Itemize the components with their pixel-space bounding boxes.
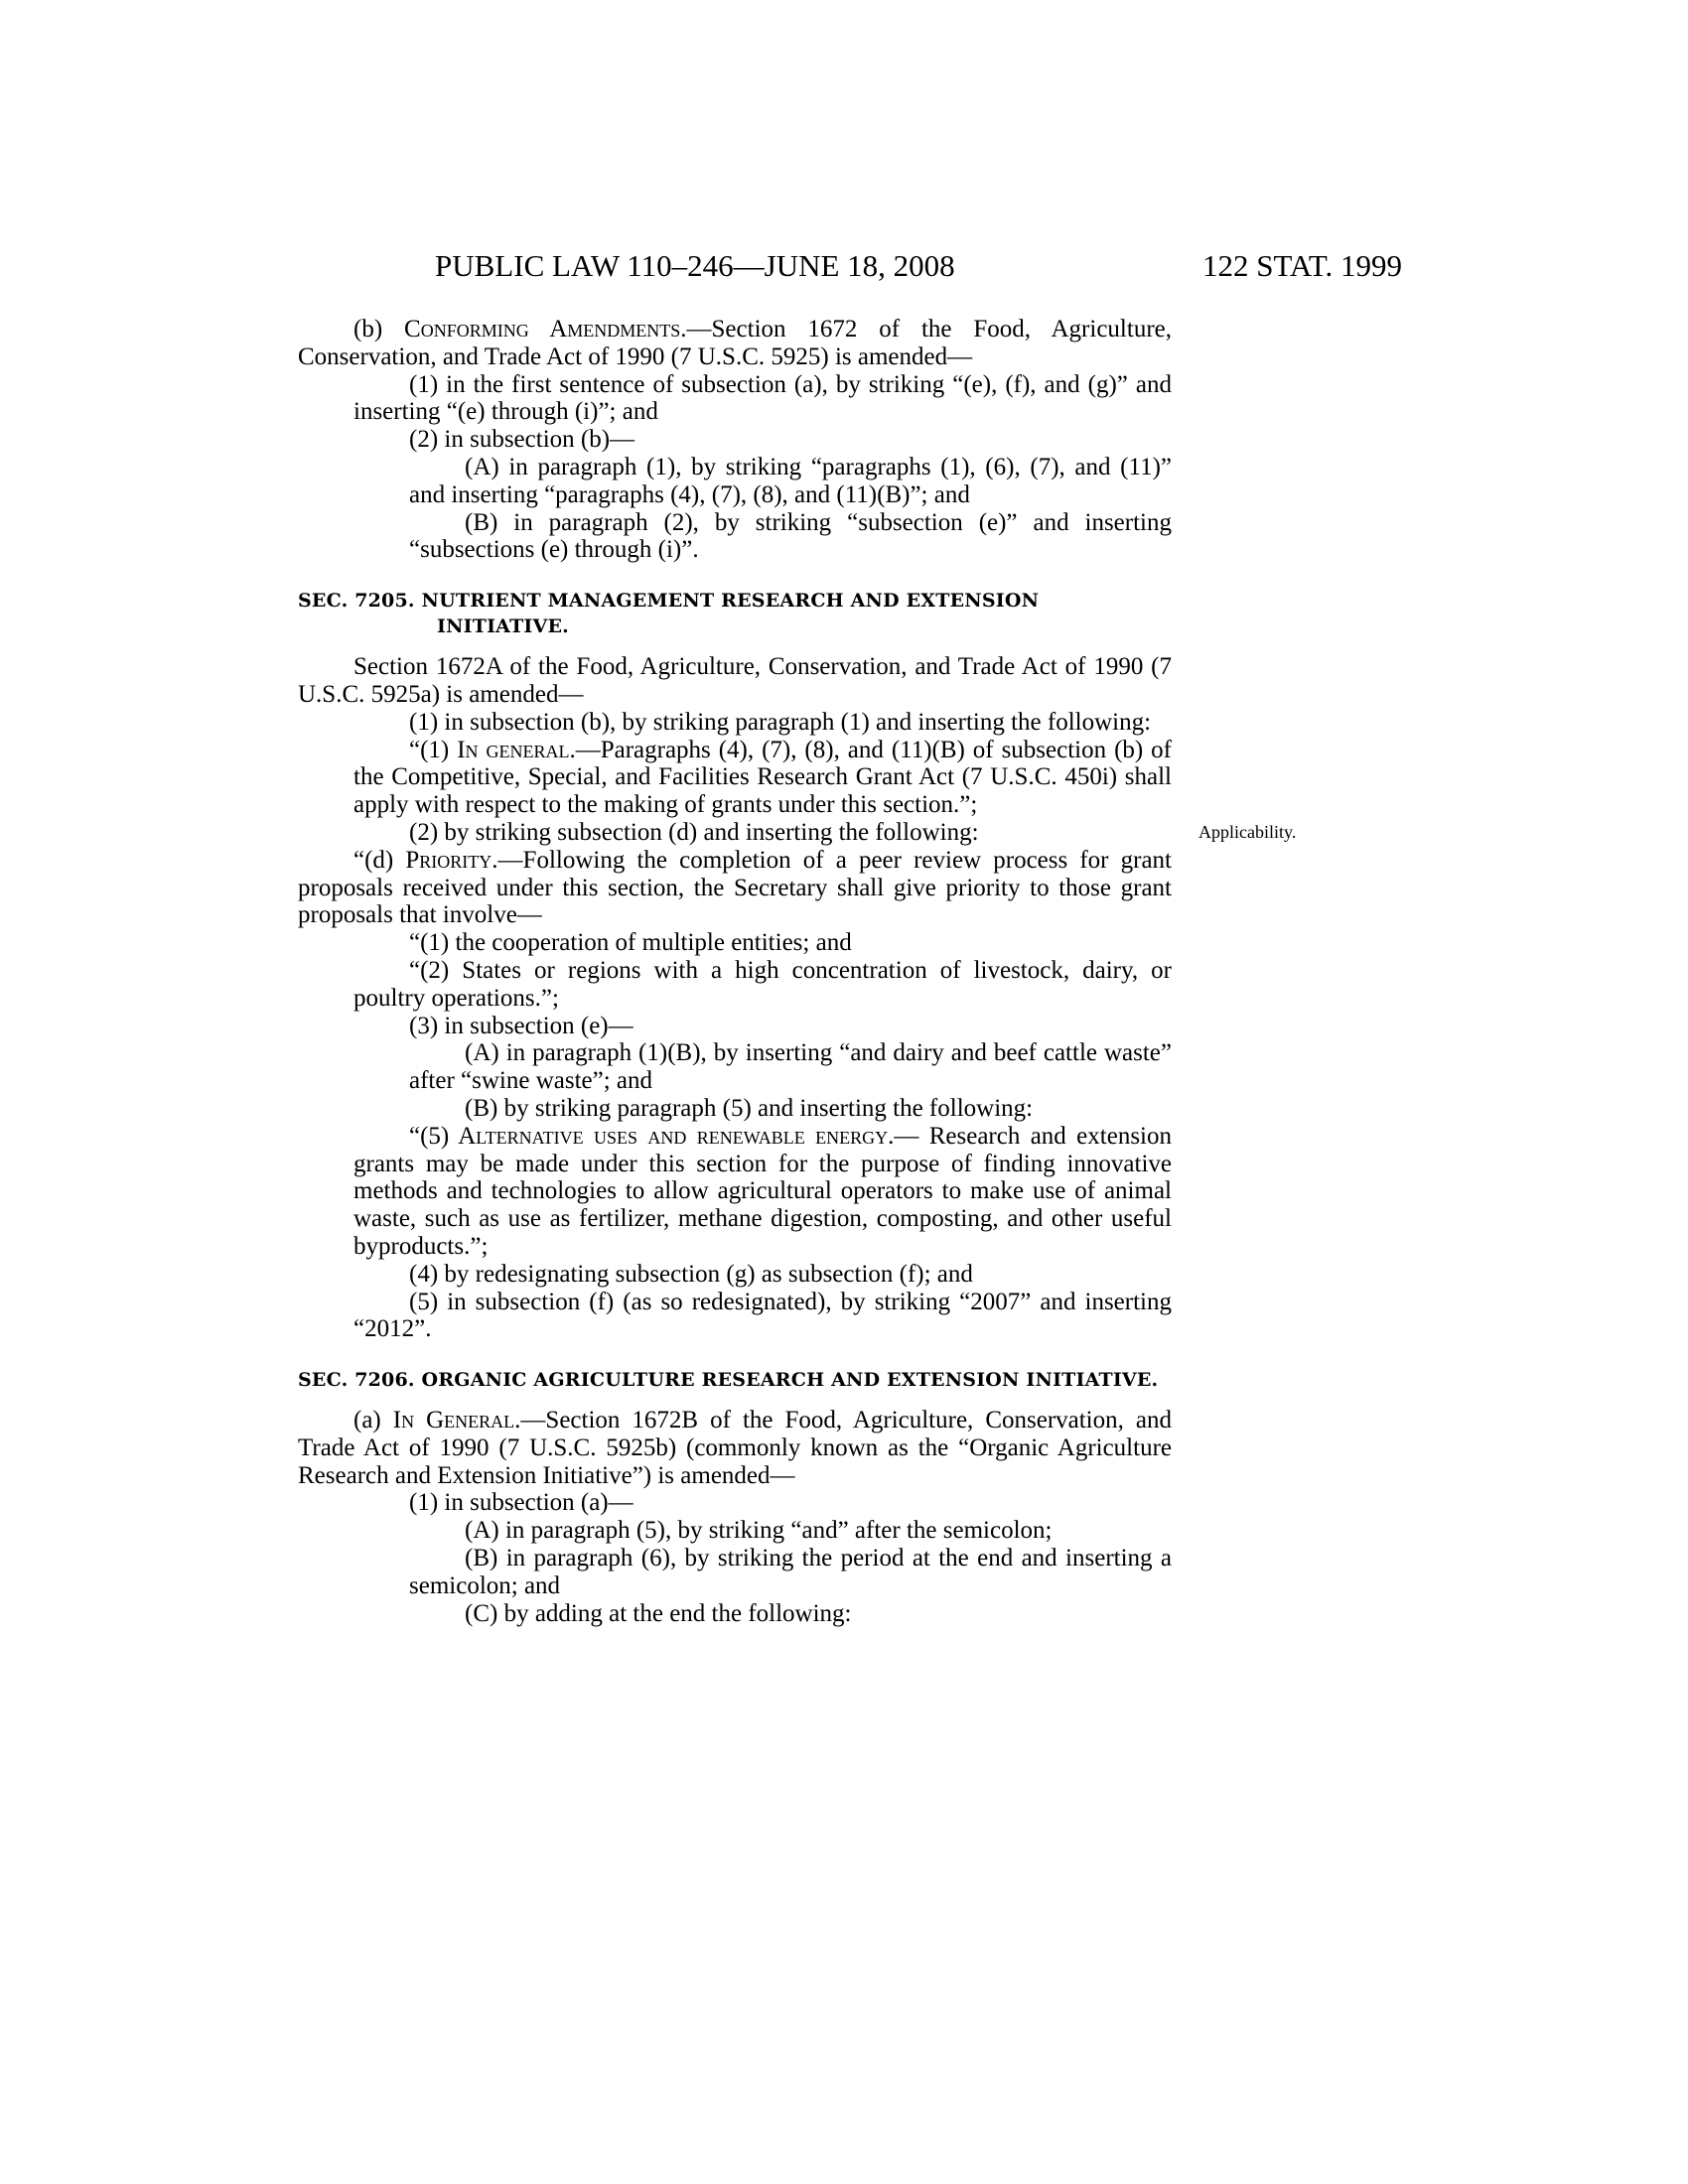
conforming-amendments-paragraph (298, 316, 1172, 371)
subsection-heading-sc: n (401, 1407, 415, 1434)
section-7206-clause-1a: (A) in paragraph (5), by striking “and” after the semicolon; (465, 1517, 1053, 1545)
subsection-text: .—Section 1672B of the Food, Agriculture, Conservation, and Trade Act of 1990 (7 U.S.C. 5925b) (commonly known as the “Organic Agriculture Research and Extension Initiative”) is amended— (298, 1407, 1172, 1489)
quoted-heading-sc: lternative uses and renewable energy (476, 1122, 889, 1150)
subsection-text: .—Section 1672 of the Food, Agriculture, Conservation, and Trade Act of 1990 (7 U.S.C. 5925) is amended— (298, 316, 1172, 370)
quoted-text: .—Paragraphs (4), (7), (8), and (11)(B) of subsection (b) of the Competitive, Special, and Facilities Research Grant Act (7 U.S.C. 450i) shall apply with respect to the making of grants under this section.”; (353, 736, 1172, 819)
section-7206-clause-1b: (B) in paragraph (6), by striking the period at the end and inserting a semicolon; and (409, 1545, 1172, 1599)
section-7205-clause-1: (1) in subsection (b), by striking paragraph (1) and inserting the following: (409, 708, 1152, 736)
subsection-label: (a) I (353, 1407, 402, 1434)
subsection-heading-sc: mendments (567, 316, 681, 342)
clause-b2b: (B) in paragraph (2), by striking “subsection (e)” and inserting “subsections (e) through (i)”. (409, 508, 1172, 564)
clause-b2a: (A) in paragraph (1), by striking “paragraphs (1), (6), (7), and (11)” and inserting “paragraphs (4), (7), (8), and (11)(B)”; and (409, 453, 1172, 508)
quoted-label: “(1) I (409, 736, 466, 763)
quoted-label: “(d) P (353, 846, 420, 874)
section-7205-clause-4: (4) by redesignating subsection (g) as subsection (f); and (409, 1260, 973, 1288)
quoted-label: “(5) A (409, 1122, 477, 1150)
section-7205-clause-3b: (B) by striking paragraph (5) and inserting the following: (465, 1094, 1034, 1122)
margin-note-applicability: Applicability. (1198, 822, 1297, 842)
section-7205-quoted-1 (298, 737, 1172, 819)
header-title: PUBLIC LAW 110–246—JUNE 18, 2008 (435, 248, 955, 283)
section-7206-clause-1c: (C) by adding at the end the following: (465, 1599, 852, 1627)
quoted-text: .— Research and extension grants may be made under this section for the purpose of finding innovative methods and technologies to allow agricultural operators to make use of animal waste, such as use as fertilizer, methane digestion, composting, and other useful byproducts.”; (353, 1122, 1172, 1260)
clause-b1: (1) in the first sentence of subsection (a), by striking “(e), (f), and (g)” and inserting “(e) through (i)”; and (353, 370, 1172, 426)
section-7205-heading: SEC. 7205. NUTRIENT MANAGEMENT RESEARCH AND EXTENSION INITIATIVE. (298, 590, 1040, 638)
section-7205-clause-5: (5) in subsection (f) (as so redesignated), by striking “2007” and inserting “2012”. (353, 1288, 1172, 1343)
section-7205-priority-1: “(1) the cooperation of multiple entities; and (409, 929, 852, 957)
page-body (298, 316, 1172, 1627)
quoted-text: .—Following the completion of a peer review process for grant proposals received under this section, the Secretary shall give priority to those grant proposals that involve— (298, 846, 1173, 929)
subsection-heading-sc: onforming (420, 316, 529, 342)
subsection-label: (b) C (353, 316, 421, 342)
section-7205-clause-2: (2) by striking subsection (d) and inserting the following: (409, 818, 979, 846)
section-7206-clause-1: (1) in subsection (a)— (409, 1489, 633, 1517)
clause-b2: (2) in subsection (b)— (409, 426, 635, 454)
section-7205-intro: Section 1672A of the Food, Agriculture, Conservation, and Trade Act of 1990 (7 U.S.C. 5925a) is amended— (298, 653, 1172, 708)
running-header (298, 246, 1402, 286)
section-7205-clause-3: (3) in subsection (e)— (409, 1012, 633, 1039)
section-7205-alternative-uses (298, 1123, 1172, 1261)
section-7205-priority-2: “(2) States or regions with a high concentration of livestock, dairy, or poultry operations.”; (353, 956, 1172, 1012)
quoted-heading-sc: n general (465, 736, 570, 763)
subsection-heading-cap: G (414, 1407, 445, 1434)
section-7206-in-general (298, 1407, 1172, 1489)
header-page-reference: 122 STAT. 1999 (1201, 248, 1402, 283)
quoted-heading-sc: riority (419, 846, 492, 874)
section-7206-heading: SEC. 7206. ORGANIC AGRICULTURE RESEARCH AND EXTENSION INITIATIVE. (298, 1369, 1159, 1392)
section-7205-clause-3a: (A) in paragraph (1)(B), by inserting “and dairy and beef cattle waste” after “swine waste”; and (409, 1039, 1172, 1095)
subsection-heading-sc: eneral (444, 1407, 515, 1434)
section-7205-priority (298, 847, 1172, 929)
subsection-heading-cap: A (528, 316, 568, 342)
